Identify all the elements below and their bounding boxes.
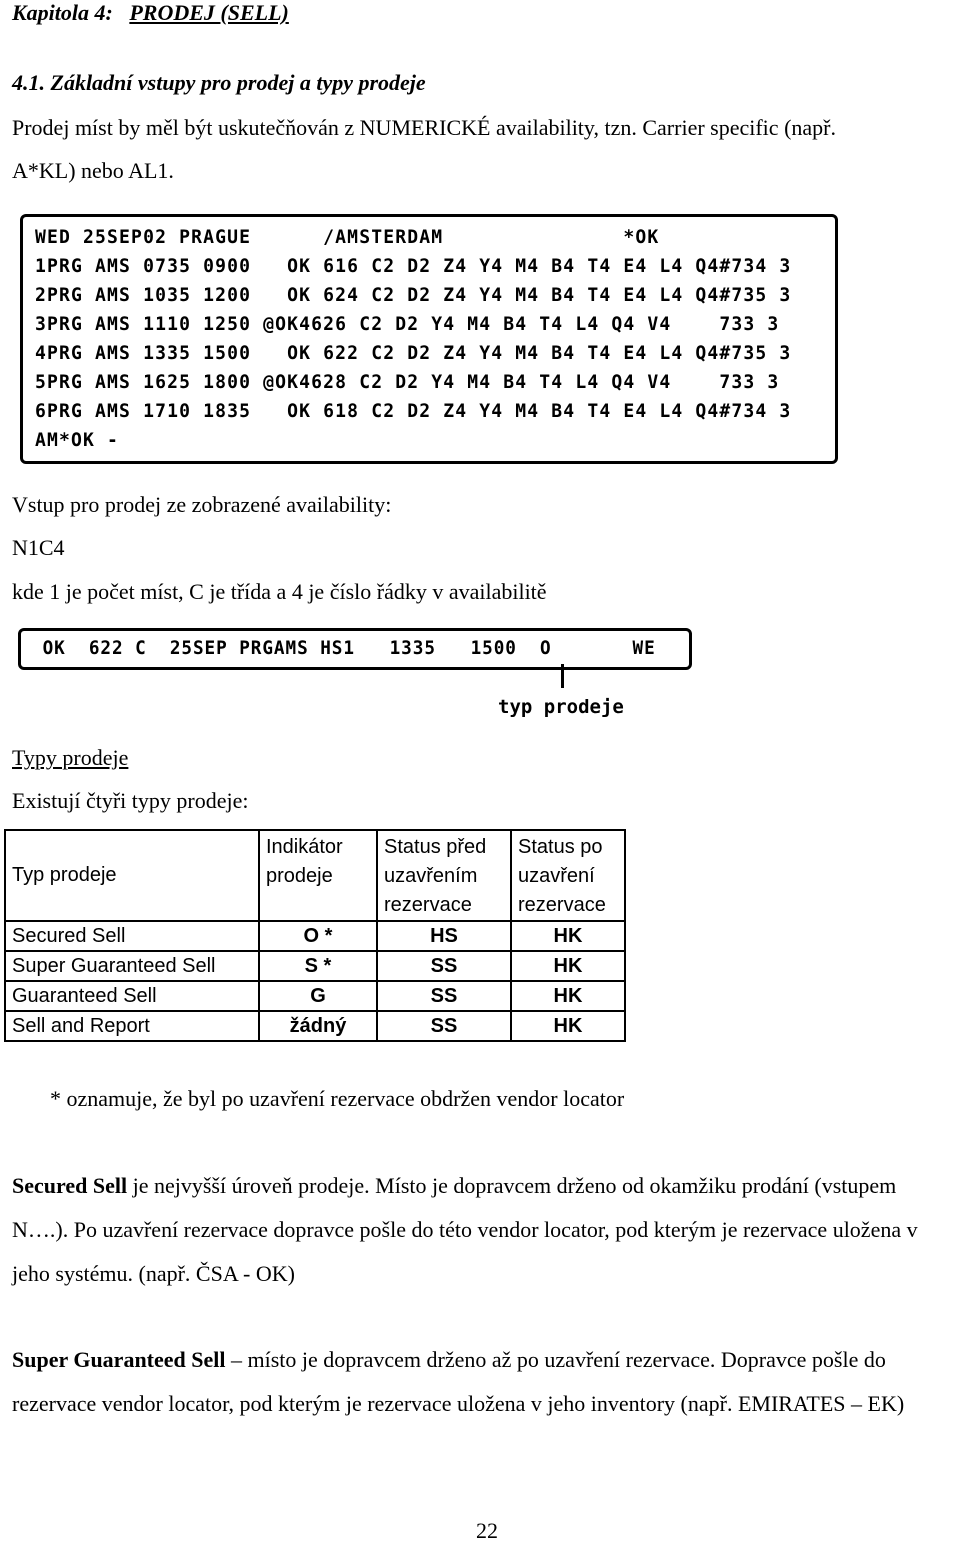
section-heading: 4.1. Základní vstupy pro prodej a typy prodeje xyxy=(12,70,426,95)
super-guaranteed-sell-paragraph xyxy=(12,1338,952,1426)
chapter-heading xyxy=(12,0,289,26)
sell-types-heading: Typy prodeje xyxy=(12,745,129,770)
table-cell: Sell and Report xyxy=(5,1011,259,1041)
table-header: Indikátor prodeje xyxy=(259,830,377,921)
availability-line: WED 25SEP02 PRAGUE /AMSTERDAM *OK xyxy=(35,226,660,248)
secured-sell-paragraph xyxy=(12,1164,952,1296)
secured-sell-text: je nejvyšší úroveň prodeje. Místo je dopravcem drženo od okamžiku prodání (vstupem N….). Po uzavření rezervace dopravce pošle do této vendor locator, pod kterým je rezervace uložena v jeho systému. (např. ČSA - OK) xyxy=(12,1173,918,1286)
table-header: Status po uzavření rezervace xyxy=(511,830,625,921)
table-row xyxy=(5,951,625,981)
pointer-line xyxy=(561,664,564,688)
availability-line: 6PRG AMS 1710 1835 OK 618 C2 D2 Z4 Y4 M4 B4 T4 E4 L4 Q4#734 3 xyxy=(35,400,792,422)
super-guaranteed-sell-term: Super Guaranteed Sell xyxy=(12,1347,226,1372)
table-row xyxy=(5,1011,625,1041)
table-cell: žádný xyxy=(259,1011,377,1041)
availability-line: 2PRG AMS 1035 1200 OK 624 C2 D2 Z4 Y4 M4 B4 T4 E4 L4 Q4#735 3 xyxy=(35,284,792,306)
super-guaranteed-sell-text: – místo je dopravcem drženo až po uzavření rezervace. Dopravce pošle do rezervace vendor locator, pod kterým je rezervace uložena v jeho inventory (např. EMIRATES – EK) xyxy=(12,1347,905,1416)
table-cell: O * xyxy=(259,921,377,951)
page-number: 22 xyxy=(476,1518,498,1543)
availability-line: 3PRG AMS 1110 1250 @OK4626 C2 D2 Y4 M4 B4 T4 L4 Q4 V4 733 3 xyxy=(35,313,780,335)
intro-line-1: Prodej míst by měl být uskutečňován z NUMERICKÉ availability, tzn. Carrier specific (např. xyxy=(12,115,836,140)
sell-types-intro: Existují čtyři typy prodeje: xyxy=(12,788,249,813)
table-cell: Super Guaranteed Sell xyxy=(5,951,259,981)
table-cell: HK xyxy=(511,951,625,981)
sell-entry-explanation: kde 1 je počet míst, C je třída a 4 je číslo řádky v availabilitě xyxy=(12,579,547,604)
table-header-row xyxy=(5,830,625,921)
availability-line: 5PRG AMS 1625 1800 @OK4628 C2 D2 Y4 M4 B4 T4 L4 Q4 V4 733 3 xyxy=(35,371,780,393)
intro-line-2: A*KL) nebo AL1. xyxy=(12,158,174,183)
table-cell: HK xyxy=(511,921,625,951)
pointer-label: typ prodeje xyxy=(498,696,624,718)
availability-line: AM*OK - xyxy=(35,429,120,451)
availability-screen xyxy=(20,214,838,464)
table-cell: HK xyxy=(511,1011,625,1041)
table-header: Typ prodeje xyxy=(5,830,259,921)
chapter-label: Kapitola 4: xyxy=(12,0,113,25)
secured-sell-term: Secured Sell xyxy=(12,1173,128,1198)
chapter-title: PRODEJ (SELL) xyxy=(129,0,289,25)
table-cell: HK xyxy=(511,981,625,1011)
sell-entry-command: N1C4 xyxy=(12,535,65,560)
table-cell: Guaranteed Sell xyxy=(5,981,259,1011)
booking-line-box xyxy=(18,628,692,670)
table-cell: HS xyxy=(377,921,511,951)
table-header: Status před uzavřením rezervace xyxy=(377,830,511,921)
table-cell: G xyxy=(259,981,377,1011)
table-cell: S * xyxy=(259,951,377,981)
table-row xyxy=(5,921,625,951)
availability-line: 4PRG AMS 1335 1500 OK 622 C2 D2 Z4 Y4 M4 B4 T4 E4 L4 Q4#735 3 xyxy=(35,342,792,364)
table-row xyxy=(5,981,625,1011)
availability-line: 1PRG AMS 0735 0900 OK 616 C2 D2 Z4 Y4 M4 B4 T4 E4 L4 Q4#734 3 xyxy=(35,255,792,277)
table-cell: SS xyxy=(377,981,511,1011)
table-cell: Secured Sell xyxy=(5,921,259,951)
booking-line-text: OK 622 C 25SEP PRGAMS HS1 1335 1500 O WE xyxy=(31,637,656,659)
sell-entry-label: Vstup pro prodej ze zobrazené availability: xyxy=(12,492,392,517)
sell-types-table xyxy=(4,829,626,1042)
footnote: * oznamuje, že byl po uzavření rezervace obdržen vendor locator xyxy=(50,1086,625,1111)
table-cell: SS xyxy=(377,1011,511,1041)
table-cell: SS xyxy=(377,951,511,981)
